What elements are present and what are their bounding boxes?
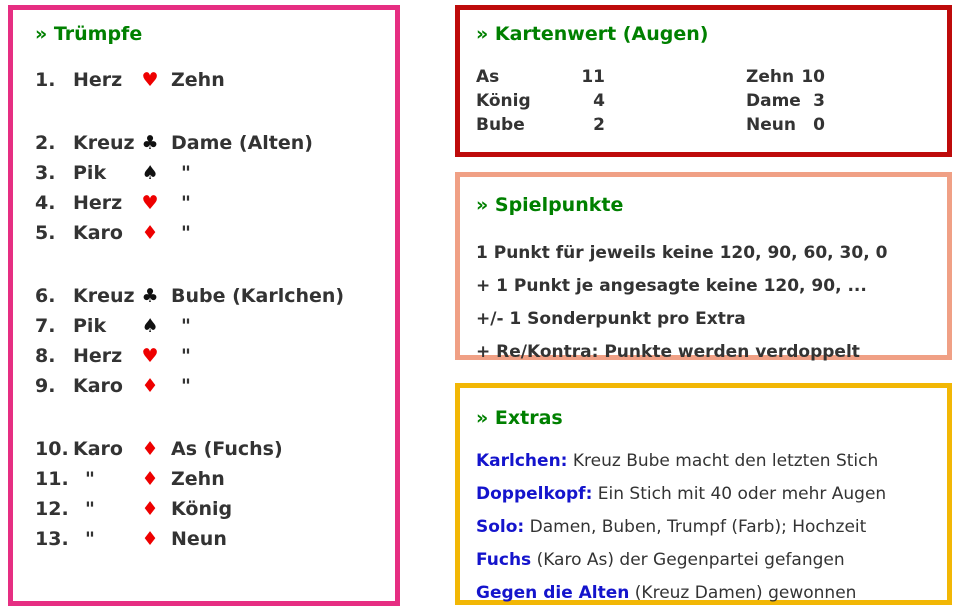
card-value: 4	[593, 91, 605, 111]
trumps-list	[35, 65, 387, 554]
extra-term: Gegen die Alten	[476, 583, 630, 603]
trump-rank: 11.	[35, 468, 69, 490]
extra-description: Ein Stich mit 40 oder mehr Augen	[592, 484, 887, 504]
trump-row	[35, 65, 387, 95]
ditto-mark: "	[181, 345, 191, 367]
trump-row	[35, 281, 387, 311]
suit-symbol-icon: ♣	[141, 285, 159, 307]
extra-description: (Kreuz Damen) gewonnen	[629, 583, 857, 603]
trump-group	[35, 128, 387, 248]
ditto-mark: "	[181, 315, 191, 337]
trump-card: Zehn	[171, 69, 225, 91]
trump-suit: Pik	[73, 162, 107, 184]
kartenwert-pair	[746, 89, 825, 113]
suit-symbol-icon: ♣	[141, 132, 159, 154]
card-name: As	[476, 67, 500, 87]
extra-description: (Karo As) der Gegenpartei gefangen	[531, 550, 845, 570]
ditto-mark: "	[181, 222, 191, 244]
extra-item	[476, 544, 937, 577]
trump-rank: 1.	[35, 69, 56, 91]
rule-line: + 1 Punkt je angesagte keine 120, 90, ...	[476, 276, 867, 296]
kartenwert-pair	[476, 65, 605, 89]
suit-symbol-icon: ♥	[141, 69, 159, 91]
spielpunkte-title: » Spielpunkte	[476, 194, 624, 216]
trump-row	[35, 341, 387, 371]
ditto-mark: "	[85, 498, 95, 520]
card-name: Bube	[476, 115, 525, 135]
ditto-mark: "	[181, 192, 191, 214]
trump-suit: Herz	[73, 192, 123, 214]
suit-symbol-icon: ♠	[141, 162, 159, 184]
rule-line: + Re/Kontra: Punkte werden verdoppelt	[476, 342, 860, 362]
column-gap	[605, 89, 746, 113]
suit-symbol-icon: ♦	[141, 222, 159, 244]
trump-rank: 3.	[35, 162, 56, 184]
kartenwert-row	[476, 113, 935, 137]
trump-rank: 4.	[35, 192, 56, 214]
suit-symbol-icon: ♦	[141, 468, 159, 490]
trump-suit: Karo	[73, 222, 123, 244]
trump-row	[35, 188, 387, 218]
trump-card: Neun	[171, 528, 227, 550]
suit-symbol-icon: ♦	[141, 528, 159, 550]
column-gap	[605, 113, 746, 137]
trump-card: Dame (Alten)	[171, 132, 313, 154]
trumps-box	[8, 5, 400, 606]
trump-row	[35, 524, 387, 554]
extras-list	[476, 445, 937, 610]
extra-term: Doppelkopf:	[476, 484, 593, 504]
trump-rank: 13.	[35, 528, 69, 550]
kartenwert-title: » Kartenwert (Augen)	[476, 23, 709, 45]
trump-rank: 2.	[35, 132, 56, 154]
trump-row	[35, 311, 387, 341]
kartenwert-row	[476, 89, 935, 113]
trump-suit: Kreuz	[73, 285, 135, 307]
trump-suit: Pik	[73, 315, 107, 337]
trump-row	[35, 158, 387, 188]
suit-symbol-icon: ♦	[141, 498, 159, 520]
trump-row	[35, 434, 387, 464]
trump-group	[35, 281, 387, 401]
suit-symbol-icon: ♦	[141, 375, 159, 397]
trump-rank: 9.	[35, 375, 56, 397]
extra-item	[476, 577, 937, 610]
trump-card: Zehn	[171, 468, 225, 490]
extras-box	[455, 383, 952, 605]
trump-card: König	[171, 498, 233, 520]
trump-row	[35, 494, 387, 524]
trump-suit: Kreuz	[73, 132, 135, 154]
trump-rank: 6.	[35, 285, 56, 307]
trumps-title: » Trümpfe	[35, 23, 143, 45]
extra-item	[476, 478, 937, 511]
kartenwert-pair	[746, 65, 825, 89]
kartenwert-pair	[476, 113, 605, 137]
card-value: 11	[581, 67, 605, 87]
trump-row	[35, 464, 387, 494]
ditto-mark: "	[181, 162, 191, 184]
trump-row	[35, 371, 387, 401]
trump-rank: 7.	[35, 315, 56, 337]
extra-description: Kreuz Bube macht den letzten Stich	[567, 451, 879, 471]
trump-rank: 12.	[35, 498, 69, 520]
card-value: 3	[813, 91, 825, 111]
ditto-mark: "	[85, 468, 95, 490]
trump-card: As (Fuchs)	[171, 438, 283, 460]
trump-suit: Herz	[73, 69, 123, 91]
card-name: Zehn	[746, 67, 795, 87]
trump-group	[35, 434, 387, 554]
ditto-mark: "	[85, 528, 95, 550]
ditto-mark: "	[181, 375, 191, 397]
column-gap	[605, 65, 746, 89]
suit-symbol-icon: ♦	[141, 438, 159, 460]
rule-line: +/- 1 Sonderpunkt pro Extra	[476, 309, 746, 329]
suit-symbol-icon: ♥	[141, 345, 159, 367]
extra-item	[476, 445, 937, 478]
card-value: 2	[593, 115, 605, 135]
trump-suit: Herz	[73, 345, 123, 367]
kartenwert-row	[476, 65, 935, 89]
trump-suit: Karo	[73, 375, 123, 397]
card-name: Neun	[746, 115, 796, 135]
card-name: Dame	[746, 91, 801, 111]
trump-row	[35, 218, 387, 248]
trump-row	[35, 128, 387, 158]
trump-rank: 10.	[35, 438, 69, 460]
spielpunkte-box	[455, 172, 952, 360]
kartenwert-pair	[476, 89, 605, 113]
card-name: König	[476, 91, 531, 111]
rule-line: 1 Punkt für jeweils keine 120, 90, 60, 30, 0	[476, 243, 888, 263]
spielpunkte-rules	[476, 237, 937, 369]
trump-card: Bube (Karlchen)	[171, 285, 345, 307]
trump-rank: 5.	[35, 222, 56, 244]
extra-description: Damen, Buben, Trumpf (Farb); Hochzeit	[524, 517, 867, 537]
extra-term: Fuchs	[476, 550, 532, 570]
trump-rank: 8.	[35, 345, 56, 367]
extra-term: Karlchen:	[476, 451, 568, 471]
kartenwert-box	[455, 5, 952, 157]
kartenwert-pair	[746, 113, 825, 137]
kartenwert-table	[476, 65, 935, 137]
card-value: 10	[801, 67, 825, 87]
trump-group	[35, 65, 387, 95]
card-value: 0	[813, 115, 825, 135]
extra-item	[476, 511, 937, 544]
extra-term: Solo:	[476, 517, 525, 537]
suit-symbol-icon: ♥	[141, 192, 159, 214]
suit-symbol-icon: ♠	[141, 315, 159, 337]
extras-title: » Extras	[476, 407, 563, 429]
trump-suit: Karo	[73, 438, 123, 460]
